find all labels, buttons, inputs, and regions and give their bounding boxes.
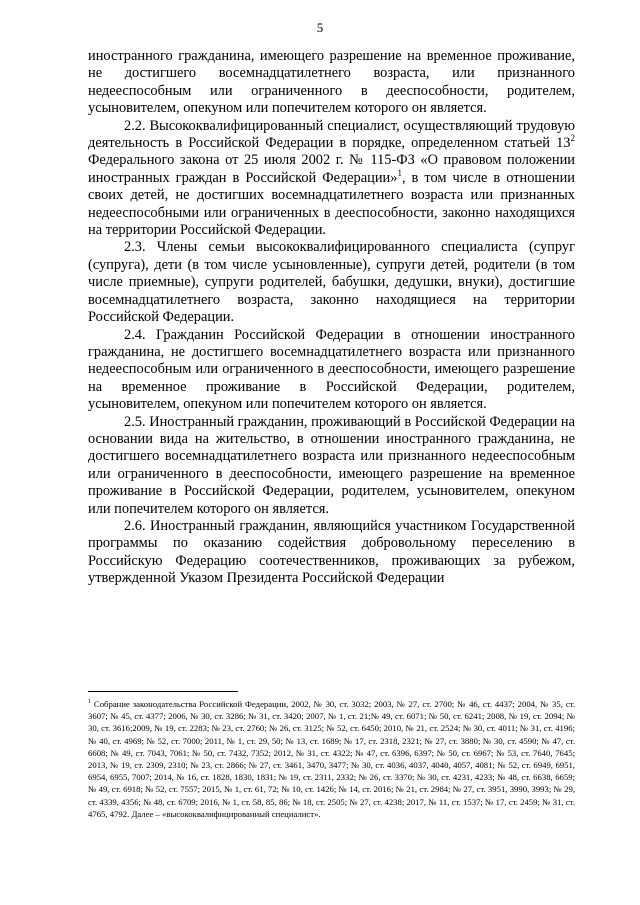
footnote-separator (88, 691, 238, 692)
document-body (88, 48, 575, 588)
paragraph-2-2-text-b: Федерального закона от 25 июля 2002 г. № 115-ФЗ «О правовом положении иностранных граждан в Российской Федерации» (88, 152, 575, 186)
footnote-reference: 1 (397, 168, 402, 179)
paragraph-2-2 (88, 118, 575, 240)
paragraph-continuation: иностранного гражданина, имеющего разрешение на временное проживание, не достигшего восемнадцатилетнего возраста, или признанного недееспособным или ограниченного в дееспособности, родителем, усыновителем, опекуном или попечителем которого он является. (88, 48, 575, 117)
footnote (88, 698, 575, 820)
paragraph-2-5: 2.5. Иностранный гражданин, проживающий в Российской Федерации на основании вида на жительство, в отношении иностранного гражданина, не достигшего восемнадцатилетнего возраста или признанного недееспособным или ограниченного в дееспособности, имеющего разрешение на временное проживание в Российской Федерации, родителем, усыновителем, опекуном или попечителем которого он является. (88, 413, 575, 517)
paragraph-2-2-text-a: 2.2. Высококвалифицированный специалист, осуществляющий трудовую деятельность в Российской Федерации в порядке, определенном статьей 13 (88, 117, 575, 152)
paragraph-2-3: 2.3. Члены семьи высококвалифицированного специалиста (супруг (супруга), дети (в том числе усыновленные), супруги детей, родители (в том числе приемные), супруги родителей, бабушки, дедушки, внуки), достигшие восемнадцатилетнего возраста, законно находящиеся на территории Российской Федерации. (88, 239, 575, 326)
paragraph-2-4: 2.4. Гражданин Российской Федерации в отношении иностранного гражданина, не достигшего восемнадцатилетнего возраста или признанного недееспособным или ограниченного в дееспособности, имеющего разрешение на временное проживание в Российской Федерации, родителем, усыновителем, опекуном или попечителем которого он является. (88, 326, 575, 413)
paragraph-2-6: 2.6. Иностранный гражданин, являющийся участником Государственной программы по оказанию содействия добровольному переселению в Российскую Федерацию соотечественников, проживающих за рубежом, утвержденной Указом Президента Российской Федерации (88, 517, 575, 587)
page-number: 5 (316, 20, 324, 35)
footnote-text: Собрание законодательства Российской Федерации, 2002, № 30, ст. 3032; 2003, № 27, ст. 2700; № 46, ст. 4437; 2004, № 35, ст. 3607; № 45, ст. 4377; 2006, № 30, ст. 3286; № 31, ст. 3420; 2007, № 1, ст. 21;№ 49, ст. 6071; № 50, ст. 6241; 2008, № 19, ст. 2094; № 30, ст. 3616;2009, № 19, ст. 2283; № 23, ст. 2760; № 26, ст. 3125; № 52, ст. 6450; 2010, № 21, ст. 2524; № 30, ст. 4011; № 31, ст. 4196; № 40, ст. 4969; № 52, ст. 7000; 2011, № 1, ст. 29, 50; № 13, ст. 1689; № 17, ст. 2318, 2321; № 27, ст. 3880; № 30, ст. 4590; № 47, ст. 6608; № 49, ст. 7043, 7061; № 50, ст. 7432, 7352; 2012, № 31, ст. 4322; № 47, ст. 6396, 6397; № 50, ст. 6967; № 53, ст. 7640, 7645; 2013, № 19, ст. 2309, 2310; № 23, ст. 2866; № 27, ст. 3461, 3470, 3477; № 30, ст. 4036, 4037, 4040, 4057, 4081; № 52, ст. 6949, 6951, 6954, 6955, 7007; 2014, № 16, ст. 1828, 1830, 1831; № 19, ст. 2311, 2332; № 26, ст. 3370; № 30, ст. 4231, 4233; № 48, ст. 6638, 6659; № 49, ст. 6918; № 52, ст. 7557; 2015, № 1, ст. 61, 72; № 10, ст. 1426; № 14, ст. 2016; № 21, ст. 2984; № 27, ст. 3951, 3990, 3993; № 29, ст. 4339, 4356; № 48, ст. 6709; 2016, № 1, ст. 58, 85, 86; № 18, ст. 2505; № 27, ст. 4238; 2017, № 11, ст. 1537; № 17, ст. 2459; № 31, ст. 4765, 4792. Далее – «высококвалифицированный специалист». (88, 699, 575, 819)
article-superscript: 2 (570, 133, 575, 144)
footnote-marker: 1 (88, 699, 91, 706)
paragraph-2-2-text-c: , в том числе в отношении своих детей, не достигших восемнадцатилетнего возраста или признанных недееспособными или ограниченных в дееспособности, законно находящихся на территории Российской Федерации. (88, 169, 575, 239)
